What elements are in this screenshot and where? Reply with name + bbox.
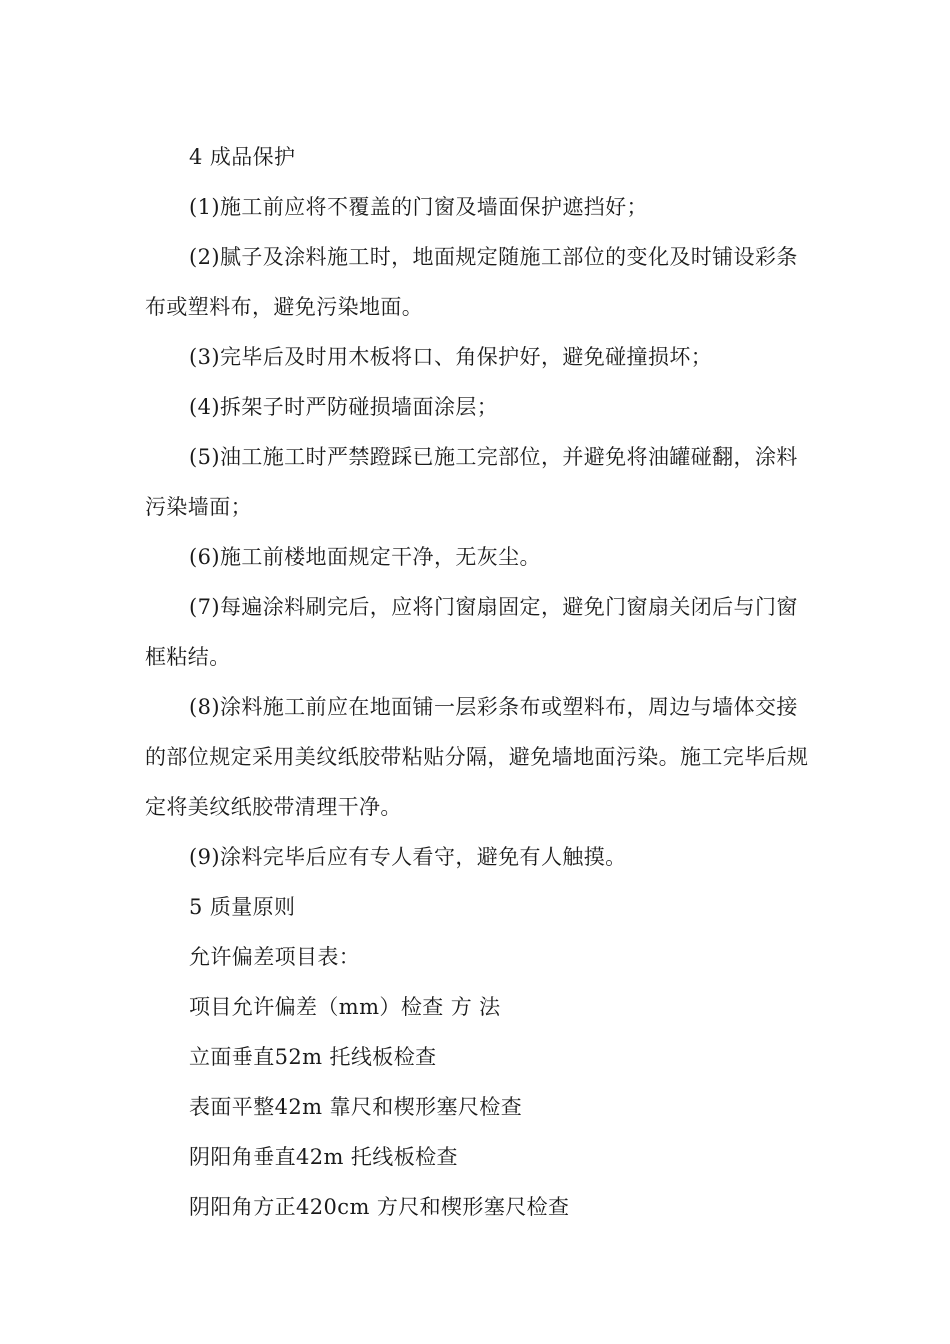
tolerance-row-corner-vertical: 阴阳角垂直42m 托线板检查 [189, 1145, 458, 1169]
tolerance-row-flatness: 表面平整42m 靠尺和楔形塞尺检查 [189, 1095, 523, 1119]
section-heading-quality-standard: 5 质量原则 [189, 895, 296, 919]
protection-item-8: (8)涂料施工前应在地面铺一层彩条布或塑料布，周边与墙体交接的部位规定采用美纹纸胶带粘贴分隔，避免墙地面污染。施工完毕后规定将美纹纸胶带清理干净。 [145, 695, 809, 819]
protection-item-9: (9)涂料完毕后应有专人看守，避免有人触摸。 [189, 845, 627, 869]
protection-item-2: (2)腻子及涂料施工时，地面规定随施工部位的变化及时铺设彩条布或塑料布，避免污染地面。 [145, 245, 798, 319]
protection-item-4: (4)拆架子时严防碰损墙面涂层； [189, 395, 499, 419]
tolerance-table-header: 项目允许偏差（mm）检查 方 法 [189, 995, 501, 1019]
protection-item-3: (3)完毕后及时用木板将口、角保护好，避免碰撞损坏； [189, 345, 713, 369]
tolerance-row-corner-square: 阴阳角方正420cm 方尺和楔形塞尺检查 [189, 1195, 570, 1219]
protection-item-6: (6)施工前楼地面规定干净，无灰尘。 [189, 545, 541, 569]
tolerance-row-vertical: 立面垂直52m 托线板检查 [189, 1045, 437, 1069]
protection-item-1: (1)施工前应将不覆盖的门窗及墙面保护遮挡好； [189, 195, 648, 219]
tolerance-table-title: 允许偏差项目表： [189, 945, 361, 969]
section-heading-product-protection: 4 成品保护 [189, 145, 296, 169]
document-body [145, 132, 810, 1232]
protection-item-7: (7)每遍涂料刷完后，应将门窗扇固定，避免门窗扇关闭后与门窗框粘结。 [145, 595, 798, 669]
protection-item-5: (5)油工施工时严禁蹬踩已施工完部位，并避免将油罐碰翻，涂料污染墙面； [145, 445, 798, 519]
